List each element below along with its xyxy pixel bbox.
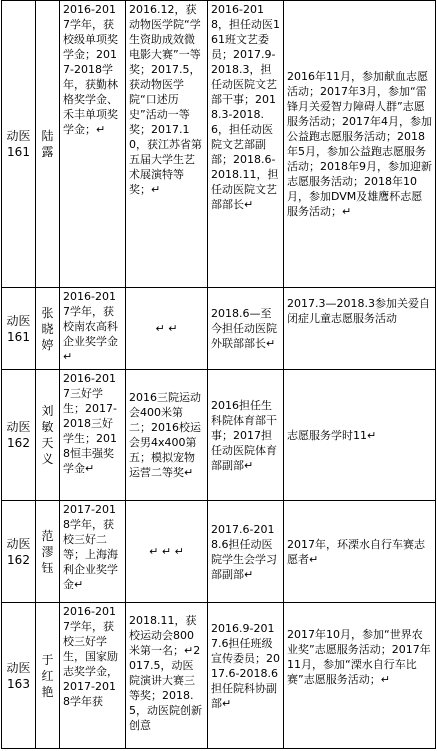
scholarship-cell: 2016-2017学年，获校三好学生，国家励志奖学金，2017-2018学年获 — [60, 603, 126, 749]
volunteer-cell: 2017.3—2018.3参加关爱自闭症儿童志愿服务活动 — [284, 288, 436, 370]
positions-cell: 2018.6—至今担任动医院外联部部长↵ — [208, 288, 284, 370]
awards-cell: ↵ ↵ — [126, 288, 208, 370]
scholarship-cell: 2016-2017学年，获校级单项奖学金；2017-2018学年，获勤林格奖学金、禾丰单项奖学金；↵ — [60, 1, 126, 288]
student-records-table — [1, 0, 436, 749]
positions-cell: 2017.6-2018.6担任动医院学生会学习部副部↵ — [208, 501, 284, 603]
class-cell: 动医161 — [2, 288, 36, 370]
class-cell: 动医162 — [2, 370, 36, 501]
class-cell: 动医163 — [2, 603, 36, 749]
volunteer-cell: 2017年，环溧水自行车赛志愿者↵ — [284, 501, 436, 603]
awards-cell: 2018.11，获校运动会800米第一名；↵2017.5，动医院演讲大赛三等奖；2018.5，动医院创新创意 — [126, 603, 208, 749]
positions-cell: 2016-2018，担任动医161班文艺委员；2017.9-2018.3，担任动医院文艺部干事；2018.3-2018.6，担任动医院文艺部副部；2018.6-2018.11，担任动医院文艺部部长↵ — [208, 1, 284, 288]
table-row — [2, 1, 436, 288]
volunteer-cell: 2017年10月，参加“世界农业奖”志愿服务活动；2017年11月，参加“溧水自行车比赛”志愿服务活动；↵ — [284, 603, 436, 749]
student-name-cell: 刘敏天义 — [36, 370, 60, 501]
volunteer-cell: 志愿服务学时11↵ — [284, 370, 436, 501]
scholarship-cell: 2016-2017学年，获校南农高科企业奖学金↵ — [60, 288, 126, 370]
awards-cell: 2016三院运动会400米第二；2016校运会男4x400第五；模拟宠物运营二等奖↵ — [126, 370, 208, 501]
awards-cell: ↵ ↵ ↵ — [126, 501, 208, 603]
class-cell: 动医162 — [2, 501, 36, 603]
table-row — [2, 501, 436, 603]
positions-cell: 2016.9-2017.6担任班级宣传委员；2017.6-2018.6担任院科协副部↵ — [208, 603, 284, 749]
table-row — [2, 603, 436, 749]
student-name-cell: 张晓婷 — [36, 288, 60, 370]
awards-cell: 2016.12，获动物医学院“学生资助成效微电影大赛”一等奖；2017.5，获动物医学院“口述历史”活动一等奖；2017.10，获江苏省第五届大学生艺术展演特等奖；↵ — [126, 1, 208, 288]
table-row — [2, 370, 436, 501]
student-name-cell: 于红艳 — [36, 603, 60, 749]
positions-cell: 2016担任生科院体育部干事；2017担任动医院体育部副部↵ — [208, 370, 284, 501]
table-row — [2, 288, 436, 370]
class-cell: 动医161 — [2, 1, 36, 288]
student-name-cell: 范漻钰 — [36, 501, 60, 603]
volunteer-cell: 2016年11月，参加献血志愿活动；2017年3月，参加“雷锋月关爱智力障碍人群”志愿服务活动；2017年4月，参加公益跑志愿服务活动；2018年5月，参加公益跑志愿服务活动；2018年9月，参加迎新志愿服务活动；2018年10月，参加DVM及雄鹰杯志愿服务活动；↵ — [284, 1, 436, 288]
scholarship-cell: 2016-2017三好学生；2017-2018三好学生；2018恒丰强奖学金↵ — [60, 370, 126, 501]
scholarship-cell: 2017-2018学年，获校三好二等；上海海利企业奖学金↵ — [60, 501, 126, 603]
student-name-cell: 陆露 — [36, 1, 60, 288]
